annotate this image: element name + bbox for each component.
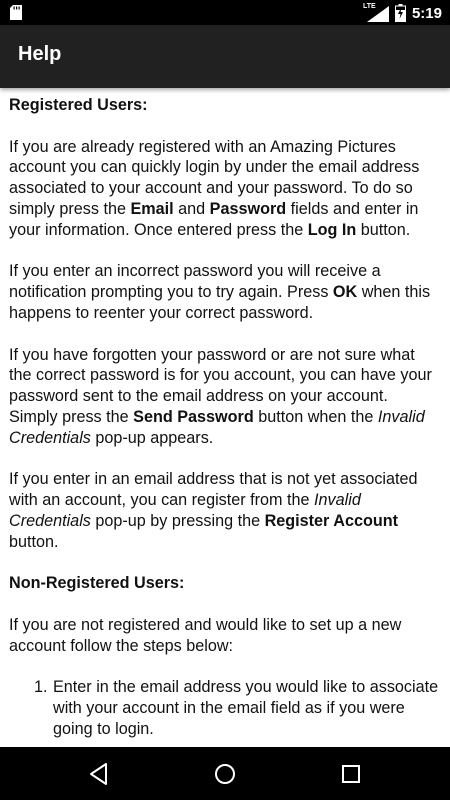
clock: 5:19 (411, 4, 442, 22)
register-account-paragraph: If you enter in an email address that is not yet associated with an account, you can register from the Invalid Credentials pop-up by pressing the Register Account button. (9, 470, 418, 551)
battery-icon (395, 4, 406, 22)
app-bar (0, 25, 450, 88)
forgot-password-paragraph: If you have forgotten your password or are not sure what the correct password is for you account, you can have your password sent to the email address on your account. Simply press the Send Password button when the Invalid Credentials pop-up appears. (9, 345, 432, 447)
back-icon[interactable] (86, 761, 112, 787)
steps-list (9, 677, 440, 739)
home-icon[interactable] (212, 761, 238, 787)
login-paragraph: If you are already registered with an Amazing Pictures account you can quickly login by under the email address associated to your account and your password. To do so simply press the Email and Password fields and enter in your information. Once entered press the Log In button. (9, 137, 420, 239)
setup-paragraph: If you are not registered and would like to set up a new account follow the steps below: (9, 615, 402, 655)
navigation-bar (0, 747, 450, 800)
recents-icon[interactable] (338, 761, 364, 787)
registered-users-heading: Registered Users: (9, 96, 148, 114)
non-registered-users-heading: Non-Registered Users: (9, 574, 185, 593)
incorrect-password-paragraph: If you enter an incorrect password you will receive a notification prompting you to try again. Press OK when this happens to reenter your correct password. (9, 262, 431, 322)
signal-icon (363, 4, 389, 22)
help-content[interactable] (0, 88, 450, 747)
sd-card-icon (10, 5, 22, 20)
page-title: Help (18, 43, 62, 65)
list-item: 1. Enter in the email address you would like to associate with your account in the email field as if you were going to login. (52, 677, 440, 739)
network-type: LTE (362, 3, 376, 10)
status-bar (0, 0, 450, 25)
